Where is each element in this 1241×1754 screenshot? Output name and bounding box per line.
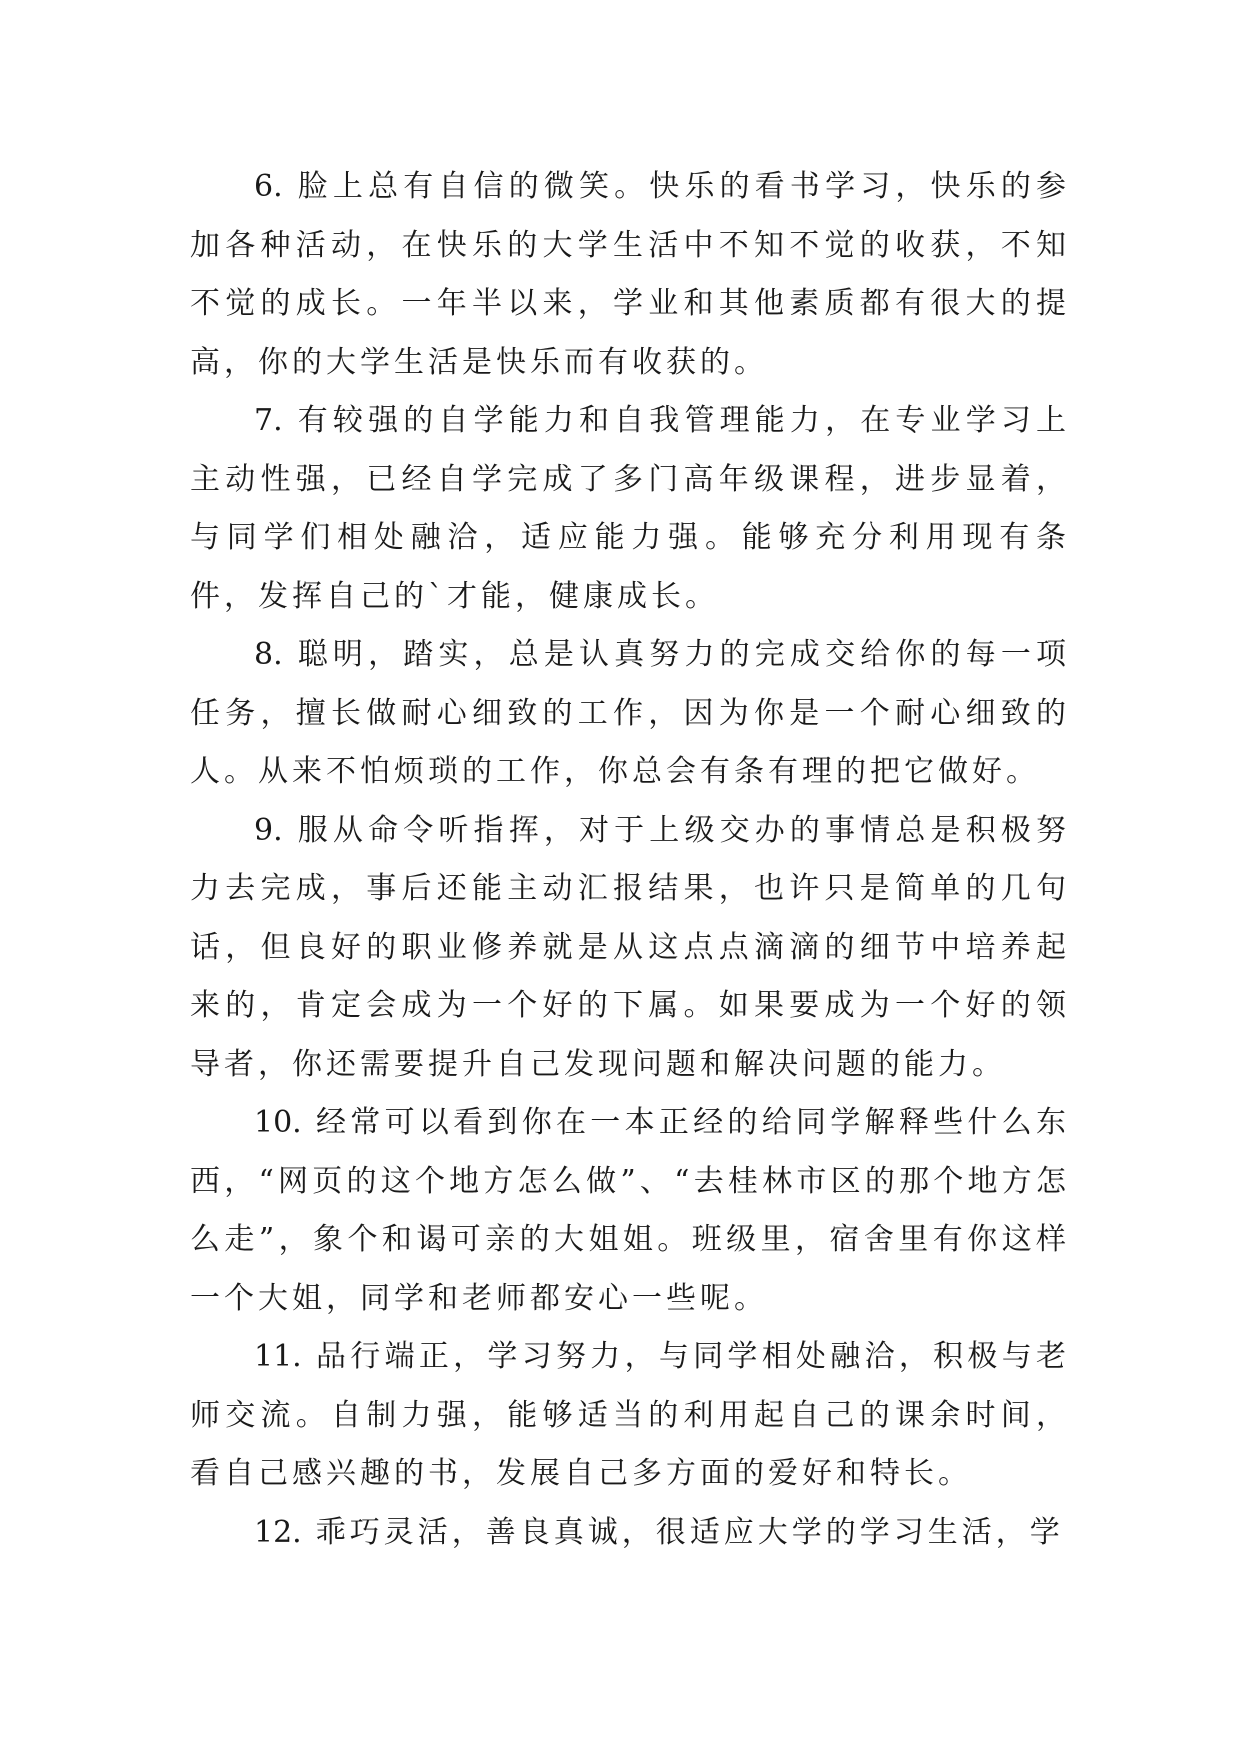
- paragraph-8: [190, 626, 1070, 802]
- paragraph-9: [190, 802, 1070, 1095]
- paragraph-text: 经常可以看到你在一本正经的给同学解释些什么东西，“网页的这个地方怎么做”、“去桂林市区的那个地方怎么走”，象个和谒可亲的大姐姐。班级里，宿舍里有你这样一个大姐，同学和老师都安心一些呢。: [190, 1105, 1070, 1316]
- paragraph-number: 6.: [254, 169, 283, 204]
- paragraph-10: [190, 1094, 1070, 1328]
- paragraph-number: 7.: [254, 403, 283, 438]
- paragraph-number: 10.: [254, 1105, 302, 1140]
- paragraph-text: 聪明，踏实，总是认真努力的完成交给你的每一项任务，擅长做耐心细致的工作，因为你是一个耐心细致的人。从来不怕烦琐的工作，你总会有条有理的把它做好。: [190, 637, 1070, 789]
- paragraph-text: 有较强的自学能力和自我管理能力，在专业学习上主动性强，已经自学完成了多门高年级课程，进步显着，与同学们相处融洽，适应能力强。能够充分利用现有条件，发挥自己的`才能，健康成长。: [190, 403, 1070, 614]
- paragraph-number: 9.: [254, 812, 283, 848]
- document-body: [190, 158, 1070, 1562]
- paragraph-text: 品行端正，学习努力，与同学相处融洽，积极与老师交流。自制力强，能够适当的利用起自己的课余时间，看自己感兴趣的书，发展自己多方面的爱好和特长。: [190, 1339, 1070, 1491]
- paragraph-number: 8.: [254, 637, 283, 672]
- paragraph-11: [190, 1328, 1070, 1504]
- paragraph-number: 12.: [254, 1514, 302, 1550]
- paragraph-12: [190, 1504, 1070, 1563]
- paragraph-6: [190, 158, 1070, 392]
- paragraph-7: [190, 392, 1070, 626]
- paragraph-text: 服从命令听指挥，对于上级交办的事情总是积极努力去完成，事后还能主动汇报结果，也许只是简单的几句话，但良好的职业修养就是从这点点滴滴的细节中培养起来的，肯定会成为一个好的下属。如果要成为一个好的领导者，你还需要提升自己发现问题和解决问题的能力。: [190, 812, 1070, 1082]
- paragraph-number: 11.: [254, 1339, 302, 1374]
- paragraph-text: 乖巧灵活，善良真诚，很适应大学的学习生活，学: [315, 1514, 1064, 1550]
- paragraph-text: 脸上总有自信的微笑。快乐的看书学习，快乐的参加各种活动，在快乐的大学生活中不知不觉的收获，不知不觉的成长。一年半以来，学业和其他素质都有很大的提高，你的大学生活是快乐而有收获的。: [190, 169, 1070, 380]
